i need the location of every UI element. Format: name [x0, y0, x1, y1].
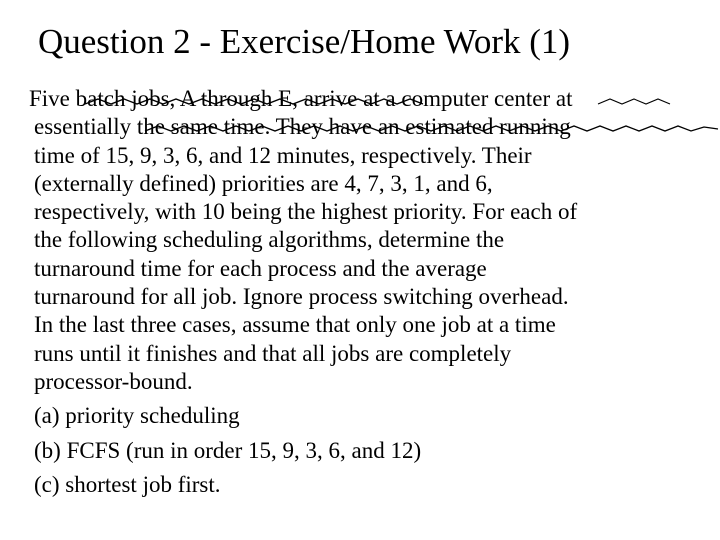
paragraph-line: turnaround for all job. Ignore process switching overhead.: [34, 284, 569, 310]
list-item-b: (b) FCFS (run in order 15, 9, 3, 6, and 12): [34, 437, 422, 463]
paragraph-line: essentially the same time. They have an estimated running: [34, 114, 571, 140]
slide-title: Question 2 - Exercise/Home Work (1): [38, 22, 571, 61]
paragraph-line: (externally defined) priorities are 4, 7, 3, 1, and 6,: [34, 170, 493, 196]
list-item-a: (a) priority scheduling: [34, 403, 240, 429]
slide-body: [0, 85, 720, 499]
paragraph-line: processor-bound.: [34, 368, 193, 394]
paragraph-line: time of 15, 9, 3, 6, and 12 minutes, respectively. Their: [34, 142, 532, 168]
paragraph-line: turnaround time for each process and the average: [34, 255, 487, 281]
paragraph-line: In the last three cases, assume that only one job at a time: [34, 312, 556, 338]
paragraph-line: Five batch jobs, A through E, arrive at a computer center at: [29, 86, 573, 111]
paragraph-line: the following scheduling algorithms, determine the: [34, 227, 505, 253]
paragraph-line: runs until it finishes and that all jobs are completely: [34, 340, 512, 366]
list-item-c: (c) shortest job first.: [34, 471, 221, 497]
paragraph-line: respectively, with 10 being the highest priority. For each of: [34, 199, 578, 225]
